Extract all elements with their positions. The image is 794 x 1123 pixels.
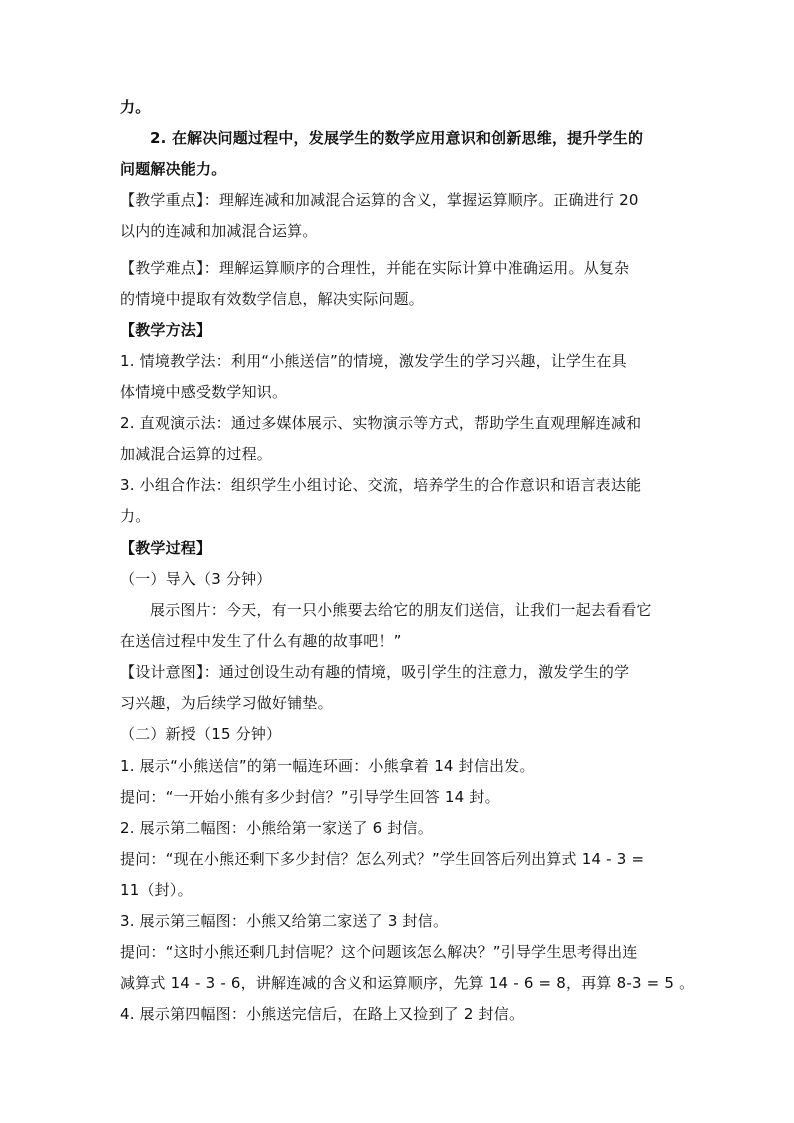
text-line-25: 提问：“现在小熊还剩下多少封信？怎么列式？”学生回答后列出算式 14 - 3 = — [120, 850, 645, 868]
text-line-22: 1. 展示“小熊送信”的第一幅连环画：小熊拿着 14 封信出发。 — [120, 757, 535, 775]
text-line-30: 4. 展示第四幅图：小熊送完信后，在路上又捡到了 2 封信。 — [120, 1005, 525, 1023]
text-line-19: 【设计意图】：通过创设生动有趣的情境，吸引学生的注意力，激发学生的学 — [120, 663, 630, 681]
text-line-24: 2. 展示第二幅图：小熊给第一家送了 6 封信。 — [120, 819, 433, 837]
text-line-9: 1. 情境教学法：利用“小熊送信”的情境，激发学生的学习兴趣，让学生在具 — [120, 352, 627, 370]
text-line-12: 加减混合运算的过程。 — [120, 445, 273, 463]
text-line-4: 【教学重点】：理解连减和加减混合运算的含义，掌握运算顺序。正确进行 20 — [120, 191, 639, 209]
text-line-23: 提问：“一开始小熊有多少封信？”引导学生回答 14 封。 — [120, 788, 500, 806]
section-heading-process: 【教学过程】 — [120, 539, 212, 557]
text-line-16: （一）导入（3 分钟） — [120, 570, 272, 588]
text-line-5: 以内的连减和加减混合运算。 — [120, 222, 318, 240]
text-line-6: 【教学难点】：理解运算顺序的合理性，并能在实际计算中准确运用。从复杂 — [120, 259, 630, 277]
section-heading-methods: 【教学方法】 — [120, 321, 212, 339]
text-line-18: 在送信过程中发生了什么有趣的故事吧！” — [120, 632, 402, 650]
text-line-3: 问题解决能力。 — [120, 160, 227, 178]
text-line-11: 2. 直观演示法：通过多媒体展示、实物演示等方式，帮助学生直观理解连减和 — [120, 414, 642, 432]
text-line-28: 提问：“这时小熊还剩几封信呢？这个问题该怎么解决？”引导学生思考得出连 — [120, 943, 638, 961]
text-line-14: 力。 — [120, 507, 151, 525]
text-line-2: 2. 在解决问题过程中，发展学生的数学应用意识和创新思维，提升学生的 — [150, 129, 644, 147]
text-line-7: 的情境中提取有效数学信息，解决实际问题。 — [120, 290, 425, 308]
text-line-13: 3. 小组合作法：组织学生小组讨论、交流，培养学生的合作意识和语言表达能 — [120, 476, 642, 494]
text-line-20: 习兴趣，为后续学习做好铺垫。 — [120, 694, 333, 712]
text-line-17: 展示图片：今天，有一只小熊要去给它的朋友们送信，让我们一起去看看它 — [150, 601, 652, 619]
text-line-29: 减算式 14 - 3 - 6，讲解连减的含义和运算顺序，先算 14 - 6 = 8，再算 8-3 = 5 。 — [120, 974, 695, 992]
text-line-26: 11（封）。 — [120, 881, 193, 899]
text-line-27: 3. 展示第三幅图：小熊又给第二家送了 3 封信。 — [120, 912, 449, 930]
text-line-10: 体情境中感受数学知识。 — [120, 383, 288, 401]
text-line-1: 力。 — [120, 98, 151, 116]
text-line-21: （二）新授（15 分钟） — [120, 725, 282, 743]
